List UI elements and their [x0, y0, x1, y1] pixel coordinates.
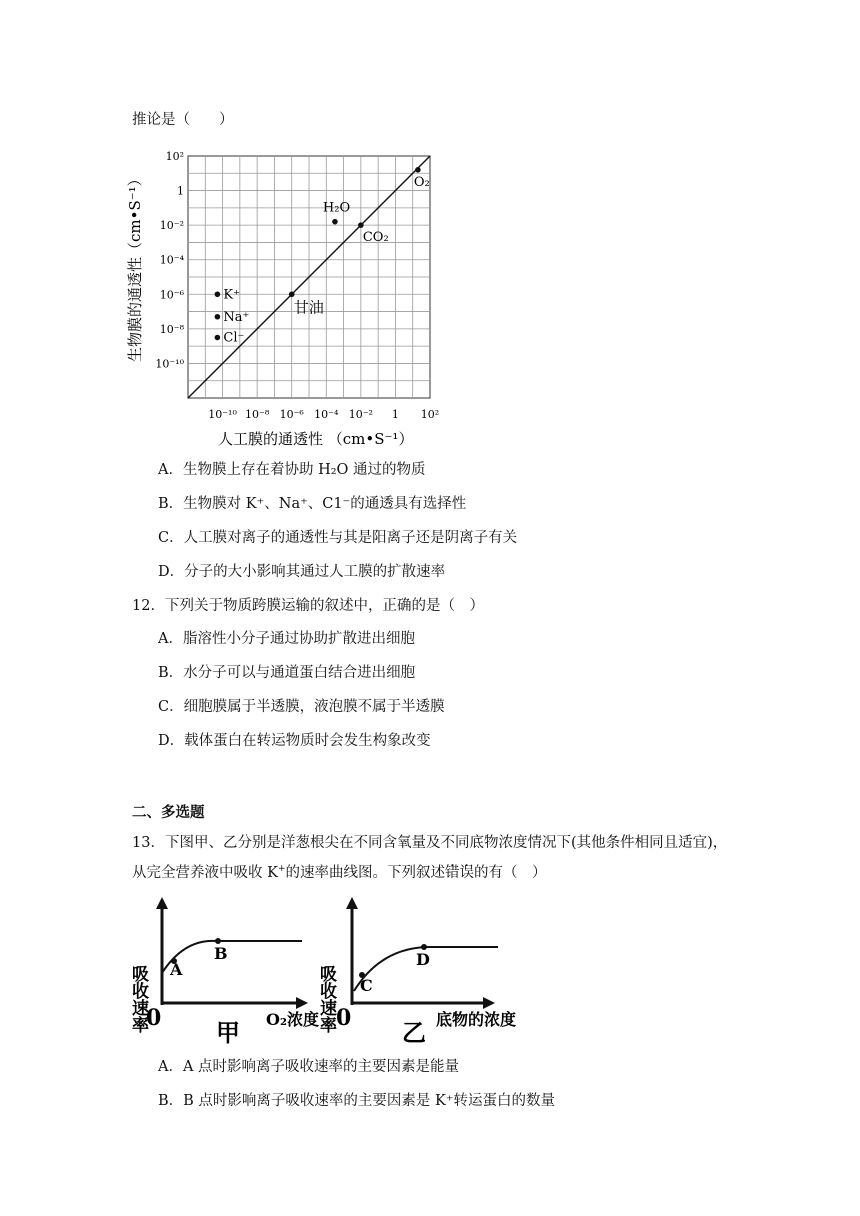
- y-tick-label: 10⁻⁸: [159, 322, 184, 336]
- q12-option-d[interactable]: D．载体蛋白在转运物质时会发生构象改变: [158, 733, 431, 749]
- point-label: O₂: [413, 174, 430, 190]
- point-label: Na⁺: [223, 309, 250, 325]
- x-tick-label: 10⁻²: [348, 408, 373, 421]
- permeability-chart: [120, 142, 460, 452]
- data-point-na: [215, 314, 221, 320]
- q12-option-b[interactable]: B．水分子可以与通道蛋白结合进出细胞: [158, 665, 416, 681]
- q13-stem-post: 的有（ ）: [474, 865, 547, 881]
- y-tick-label: 10⁻⁶: [159, 288, 184, 302]
- yi-xlabel: 底物的浓度: [436, 1010, 517, 1029]
- x-tick-label: 10²: [420, 408, 440, 421]
- y-tick-label: 10⁻⁴: [159, 253, 184, 267]
- x-tick-label: 1: [391, 408, 399, 421]
- q13-option-a[interactable]: A．A 点时影响离子吸收速率的主要因素是能量: [158, 1059, 460, 1075]
- y-axis-title: 生物膜的通透性（cm•S⁻¹）: [126, 171, 144, 362]
- yi-label-c: C: [360, 976, 373, 995]
- q12-option-c[interactable]: C．细胞膜属于半透膜，液泡膜不属于半透膜: [158, 699, 445, 715]
- graph-yi: [316, 895, 532, 1047]
- x-tick-label: 10⁻⁶: [279, 408, 304, 421]
- q13-stem-mid: 的速率曲线图。下列叙述: [285, 865, 445, 881]
- yi-name: 乙: [402, 1018, 426, 1047]
- yi-origin: 0: [336, 1005, 352, 1031]
- data-point-cl: [215, 335, 221, 341]
- q13-stem-pre: 从完全营养液中吸收 K: [132, 865, 278, 881]
- q11-option-d[interactable]: D．分子的大小影响其通过人工膜的扩散速率: [158, 564, 446, 580]
- jia-name: 甲: [216, 1018, 240, 1047]
- q13-option-b[interactable]: B．B 点时影响离子吸收速率的主要因素是 K⁺转运蛋白的数量: [158, 1093, 556, 1109]
- y-tick-label: 10²: [165, 150, 184, 163]
- q11-intro: 推论是（ ）: [132, 112, 234, 128]
- x-tick-label: 10⁻⁴: [314, 408, 339, 421]
- q12-option-a[interactable]: A．脂溶性小分子通过协助扩散进出细胞: [158, 631, 415, 647]
- y-tick-label: 10⁻¹⁰: [155, 357, 184, 371]
- q13-emphasis-1: 错: [445, 865, 460, 881]
- data-point-o2: [415, 167, 421, 173]
- jia-xlabel: O₂浓度: [266, 1010, 319, 1029]
- y-tick-label: 1: [177, 184, 184, 198]
- jia-ylabel: 吸收速率: [128, 965, 148, 1033]
- data-point-co2: [358, 222, 364, 228]
- q13-stem-sup: +: [277, 864, 286, 875]
- q13-stem-line1: 13．下图甲、乙分别是洋葱根尖在不同含氧量及不同底物浓度情况下(其他条件相同且适宜)，: [132, 835, 728, 851]
- jia-label-a: A: [170, 960, 183, 979]
- x-tick-label: 10⁻⁸: [245, 408, 270, 421]
- data-point-h2o: [332, 219, 338, 225]
- data-point-k: [215, 291, 221, 297]
- q11-option-c[interactable]: C．人工膜对离子的通透性与其是阳离子还是阴离子有关: [158, 530, 518, 546]
- q11-option-a[interactable]: A．生物膜上存在着协助 H₂O 通过的物质: [158, 462, 426, 478]
- x-axis-title: 人工膜的通透性 （cm•S⁻¹）: [218, 430, 414, 448]
- y-tick-label: 10⁻²: [159, 219, 184, 233]
- data-point-甘油: [289, 291, 295, 297]
- section-heading: 二、多选题: [132, 805, 205, 821]
- jia-label-b: B: [214, 944, 228, 963]
- graph-jia: [128, 895, 332, 1047]
- point-label: H₂O: [322, 200, 351, 216]
- point-label: Cl⁻: [223, 330, 245, 346]
- yi-label-d: D: [416, 950, 430, 969]
- jia-origin: 0: [146, 1005, 162, 1031]
- point-label: K⁺: [223, 287, 240, 303]
- point-label: 甘油: [293, 298, 324, 317]
- yi-ylabel: 吸收速率: [316, 965, 336, 1033]
- x-tick-label: 10⁻¹⁰: [208, 408, 237, 421]
- q13-stem-line2: [132, 863, 547, 883]
- point-label: CO₂: [362, 230, 389, 246]
- q11-option-b[interactable]: B．生物膜对 K⁺、Na⁺、C1⁻的通透具有选择性: [158, 496, 467, 512]
- q12-stem: 12．下列关于物质跨膜运输的叙述中，正确的是（ ）: [132, 598, 484, 614]
- q13-emphasis-2: 误: [459, 865, 474, 881]
